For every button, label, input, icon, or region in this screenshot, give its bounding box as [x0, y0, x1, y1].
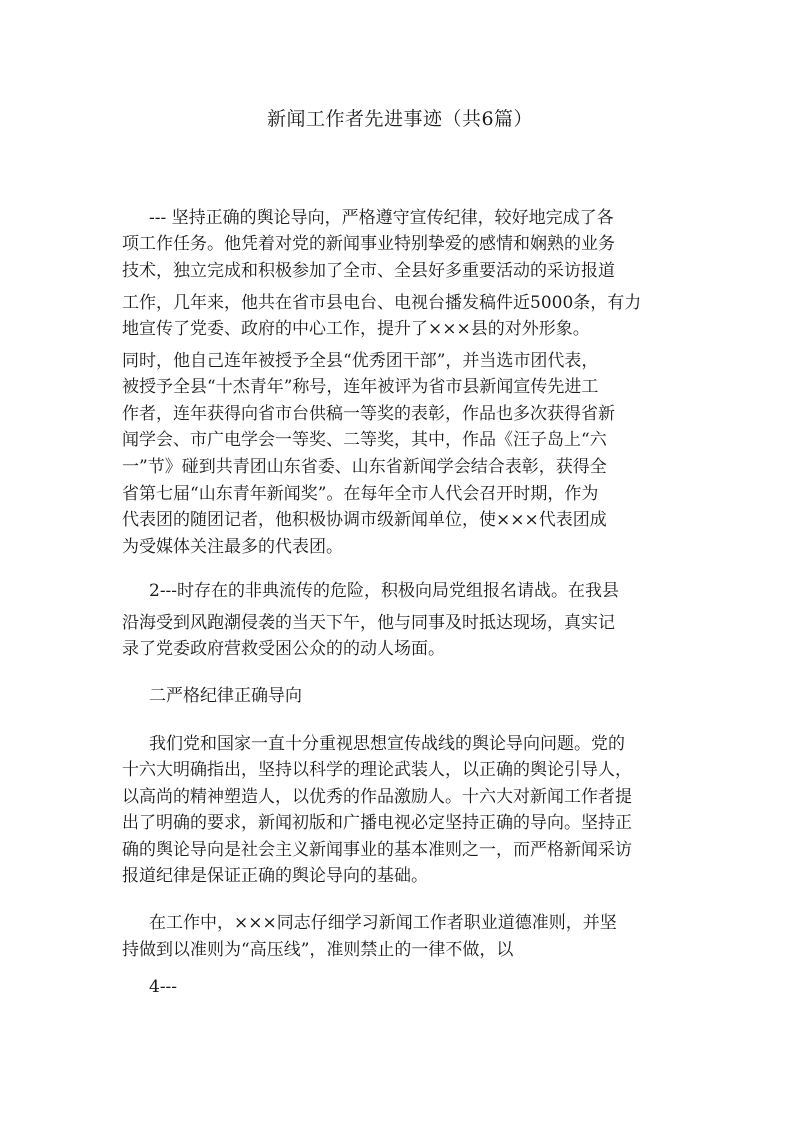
paragraph-line: 工作，几年来，他共在省市县电台、电视台播发稿件近5000条，有力 [122, 293, 642, 313]
paragraph-line: 作者，连年获得向省市台供稿一等奖的表彰，作品也多次获得省新 [122, 404, 615, 424]
paragraph-line: 地宣传了党委、政府的中心工作，提升了×××县的对外形象。 [122, 319, 590, 339]
paragraph-line: 在工作中，×××同志仔细学习新闻工作者职业道德准则，并坚 [149, 913, 617, 933]
paragraph-line: 为受媒体关注最多的代表团。 [122, 537, 343, 557]
paragraph-line: 同时，他自己连年被授予全县“优秀团干部”，并当选市团代表， [122, 351, 599, 371]
paragraph-line: 省第七届“山东青年新闻奖”。在每年全市人代会召开时期，作为 [122, 484, 599, 504]
paragraph-line: 2---时存在的非典流传的危险，积极向局党组报名请战。在我县 [149, 581, 620, 601]
paragraph-line: 闻学会、市广电学会一等奖、二等奖，其中，作品《汪子岛上“六 [122, 430, 607, 450]
page-marker: 4--- [149, 977, 178, 997]
document-title: 新闻工作者先进事迹（共6篇） [266, 108, 534, 130]
paragraph-line: 沿海受到风跑潮侵袭的当天下午，他与同事及时抵达现场，真实记 [122, 613, 615, 633]
paragraph-line: 出了明确的要求，新闻初版和广播电视必定坚持正确的导向。坚持正 [122, 813, 632, 833]
section-heading: 二严格纪律正确导向 [149, 686, 302, 706]
paragraph-line: --- 坚持正确的舆论导向，严格遵守宣传纪律，较好地完成了各 [149, 208, 614, 228]
paragraph-line: 我们党和国家一直十分重视思想宣传战线的舆论导向问题。党的 [149, 734, 625, 754]
paragraph-line: 十六大明确指出，坚持以科学的理论武装人，以正确的舆论引导人， [122, 760, 632, 780]
paragraph-line: 以高尚的精神塑造人，以优秀的作品激励人。十六大对新闻工作者提 [122, 787, 632, 807]
paragraph-line: 录了党委政府营救受困公众的的动人场面。 [122, 639, 445, 659]
paragraph-line: 报道纪律是保证正确的舆论导向的基础。 [122, 866, 428, 886]
paragraph-line: 一”节》碰到共青团山东省委、山东省新闻学会结合表彰，获得全 [122, 457, 607, 477]
paragraph-line: 持做到以准则为“高压线”，准则禁止的一律不做，以 [122, 940, 514, 960]
paragraph-line: 被授予全县“十杰青年”称号，连年被评为省市县新闻宣传先进工 [122, 377, 599, 397]
paragraph-line: 项工作任务。他凭着对党的新闻事业特别挚爱的感情和娴熟的业务 [122, 234, 615, 254]
paragraph-line: 技术，独立完成和积极参加了全市、全县好多重要活动的采访报道 [122, 261, 615, 281]
paragraph-line: 确的舆论导向是社会主义新闻事业的基本准则之一，而严格新闻采访 [122, 840, 632, 860]
paragraph-line: 代表团的随团记者，他积极协调市级新闻单位，使×××代表团成 [122, 510, 607, 530]
